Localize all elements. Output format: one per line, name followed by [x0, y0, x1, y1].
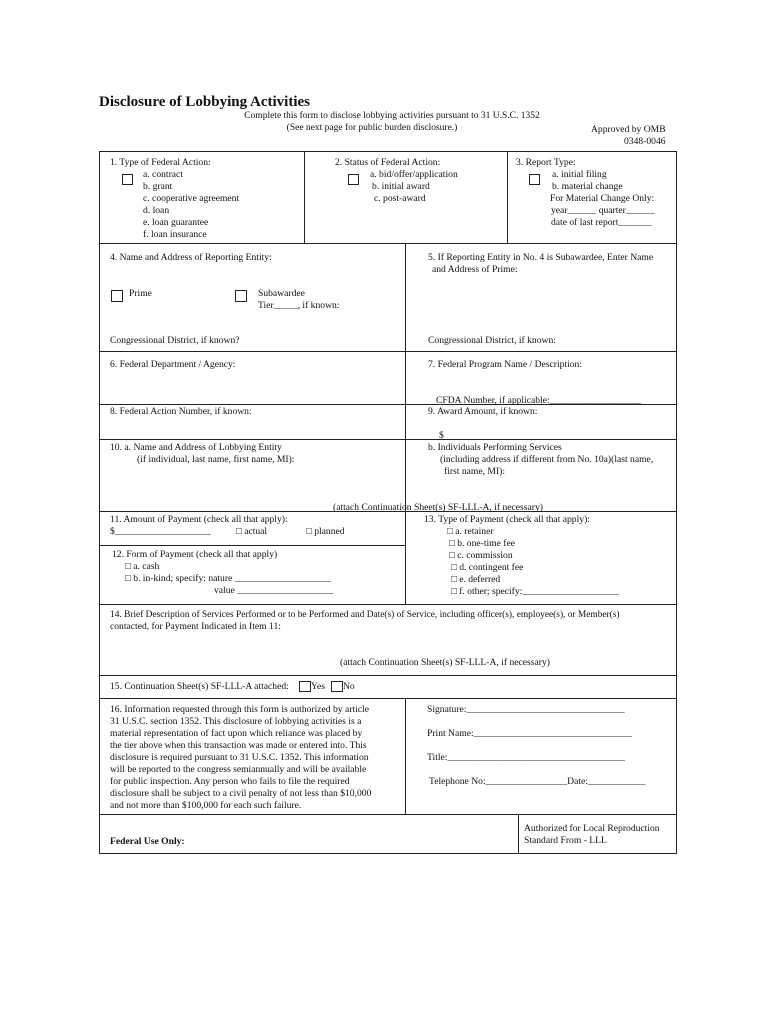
standard-form-label: Standard From - LLL	[524, 835, 607, 846]
divider	[405, 243, 406, 604]
title-field[interactable]: Title:_____________________________________	[427, 752, 625, 763]
option-loan-guarantee: e. loan guarantee	[143, 217, 209, 228]
divider	[99, 604, 677, 605]
inkind-value-field[interactable]: value ____________________	[214, 585, 334, 596]
print-name-field[interactable]: Print Name:_________________________________	[427, 728, 632, 739]
divider	[405, 698, 406, 814]
material-change-label: For Material Change Only:	[550, 193, 655, 204]
omb-number: 0348-0046	[624, 136, 666, 147]
section-4-label: 4. Name and Address of Reporting Entity:	[110, 252, 272, 263]
signature-field[interactable]: Signature:_________________________________	[427, 704, 625, 715]
section-9-label: 9. Award Amount, if known:	[428, 406, 538, 417]
tier-field[interactable]: Tier_____, if known:	[258, 300, 340, 311]
authorized-reproduction-label: Authorized for Local Reproduction	[524, 823, 660, 834]
section-6-label: 6. Federal Department / Agency:	[110, 359, 236, 370]
section-3-label: 3. Report Type:	[516, 157, 576, 168]
divider	[99, 814, 677, 815]
divider	[99, 698, 677, 699]
divider	[99, 243, 677, 244]
payment-actual-checkbox[interactable]: □ actual	[236, 526, 268, 537]
congressional-district-5[interactable]: Congressional District, if known:	[428, 335, 556, 346]
no-label: No	[343, 681, 355, 692]
section-12-label: 12. Form of Payment (check all that apply)	[112, 549, 278, 560]
payment-cash-checkbox[interactable]: □ a. cash	[125, 561, 160, 572]
section-11-label: 11. Amount of Payment (check all that apply):	[110, 514, 288, 525]
form-subtitle-1: Complete this form to disclose lobbying activities pursuant to 31 U.S.C. 1352	[244, 111, 540, 121]
telephone-date-field[interactable]: Telephone No:_________________Date:____________	[429, 776, 646, 787]
option-material-change: b. material change	[552, 181, 623, 192]
legal-line: for public inspection. Any person who fails to file the required	[110, 776, 350, 787]
omb-approval: Approved by OMB	[591, 124, 666, 135]
option-grant: b. grant	[143, 181, 173, 192]
legal-line: the tier above when this transaction was made or entered into. This	[110, 740, 367, 751]
divider	[99, 545, 405, 546]
section-16-text	[110, 704, 371, 812]
type-deferred-checkbox[interactable]: □ e. deferred	[451, 574, 501, 585]
option-loan-insurance: f. loan insurance	[143, 229, 207, 240]
federal-use-only-label: Federal Use Only:	[110, 836, 185, 847]
type-one-time-fee-checkbox[interactable]: □ b. one-time fee	[449, 538, 515, 549]
attach-continuation-note: (attach Continuation Sheet(s) SF-LLL-A, if necessary)	[333, 502, 543, 513]
cfda-number-field[interactable]: CFDA Number, if applicable:___________________	[436, 395, 641, 406]
section-2-label: 2. Status of Federal Action:	[335, 157, 441, 168]
option-cooperative-agreement: c. cooperative agreement	[143, 193, 240, 204]
checkbox-report-type[interactable]	[529, 174, 540, 185]
section-15-label: 15. Continuation Sheet(s) SF-LLL-A attached:	[110, 681, 289, 692]
type-retainer-checkbox[interactable]: □ a. retainer	[447, 526, 494, 537]
legal-line: 31 U.S.C. section 1352. This disclosure of lobbying activities is a	[110, 716, 362, 727]
form-title: Disclosure of Lobbying Activities	[99, 94, 310, 110]
checkbox-status-of-action[interactable]	[348, 174, 359, 185]
option-initial-filing: a. initial filing	[552, 169, 607, 180]
checkbox-subawardee[interactable]	[235, 290, 247, 302]
section-5-label: 5. If Reporting Entity in No. 4 is Subawardee, Enter Name	[428, 252, 654, 263]
divider	[99, 439, 677, 440]
payment-inkind-checkbox[interactable]: □ b. in-kind; specify: nature ____________________	[125, 573, 331, 584]
divider	[99, 675, 677, 676]
section-14-label-2: contacted, for Payment Indicated in Item 11:	[110, 621, 281, 632]
type-contingent-fee-checkbox[interactable]: □ d. contingent fee	[451, 562, 524, 573]
option-initial-award: b. initial award	[372, 181, 430, 192]
section-10b-sub-2: first name, MI):	[444, 466, 506, 477]
section-10b-label: b. Individuals Performing Services	[428, 442, 562, 453]
option-post-award: c. post-award	[374, 193, 426, 204]
payment-amount-field[interactable]: $____________________	[110, 526, 211, 537]
prime-label: Prime	[129, 288, 152, 299]
section-7-label: 7. Federal Program Name / Description:	[428, 359, 582, 370]
legal-line: and not more than $100,000 for each such failure.	[110, 800, 302, 811]
yes-label: Yes	[311, 681, 325, 692]
type-commission-checkbox[interactable]: □ c. commission	[449, 550, 513, 561]
section-8-label: 8. Federal Action Number, if known:	[110, 406, 252, 417]
section-5-label-2: and Address of Prime:	[432, 264, 518, 275]
legal-line: 16. Information requested through this form is authorized by article	[110, 704, 369, 715]
legal-line: material representation of fact upon which reliance was placed by	[110, 728, 363, 739]
payment-planned-checkbox[interactable]: □ planned	[306, 526, 345, 537]
divider	[99, 351, 677, 352]
award-amount-field[interactable]: $	[439, 430, 444, 441]
congressional-district-4[interactable]: Congressional District, if known?	[110, 335, 240, 346]
section-14-label: 14. Brief Description of Services Performed or to be Performed and Date(s) of Service, including officer(s), employee(s), or Member(s)	[110, 610, 620, 620]
divider	[304, 151, 305, 243]
checkbox-type-of-action[interactable]	[122, 174, 133, 185]
divider	[507, 151, 508, 243]
last-report-date-field[interactable]: date of last report_______	[551, 217, 652, 228]
section-10a-sub: (if individual, last name, first name, MI):	[137, 454, 295, 465]
section-13-label: 13. Type of Payment (check all that apply):	[424, 514, 590, 525]
form-subtitle-2: (See next page for public burden disclosure.)	[286, 123, 458, 133]
option-loan: d. loan	[143, 205, 170, 216]
section-10b-sub-1: (including address if different from No. 10a)(last name,	[440, 454, 654, 465]
option-bid-offer: a. bid/offer/application	[370, 169, 458, 180]
subawardee-label: Subawardee	[258, 288, 305, 299]
section-1-label: 1. Type of Federal Action:	[110, 157, 211, 168]
checkbox-yes[interactable]	[299, 681, 311, 692]
section-10a-label: 10. a. Name and Address of Lobbying Entity	[110, 442, 282, 453]
legal-line: will be reported to the congress semiannually and will be available	[110, 764, 367, 775]
attach-continuation-note-2: (attach Continuation Sheet(s) SF-LLL-A, if necessary)	[340, 657, 550, 668]
legal-line: disclosure is required pursuant to 31 U.S.C. 1352. This information	[110, 752, 369, 763]
checkbox-prime[interactable]	[111, 290, 123, 302]
year-quarter-field[interactable]: year______ quarter______	[551, 205, 655, 216]
checkbox-no[interactable]	[331, 681, 343, 692]
divider	[518, 814, 519, 854]
type-other-checkbox[interactable]: □ f. other; specify:____________________	[451, 586, 619, 597]
option-contract: a. contract	[143, 169, 183, 180]
legal-line: disclosure shall be subject to a civil penalty of not less than $10,000	[110, 788, 372, 799]
